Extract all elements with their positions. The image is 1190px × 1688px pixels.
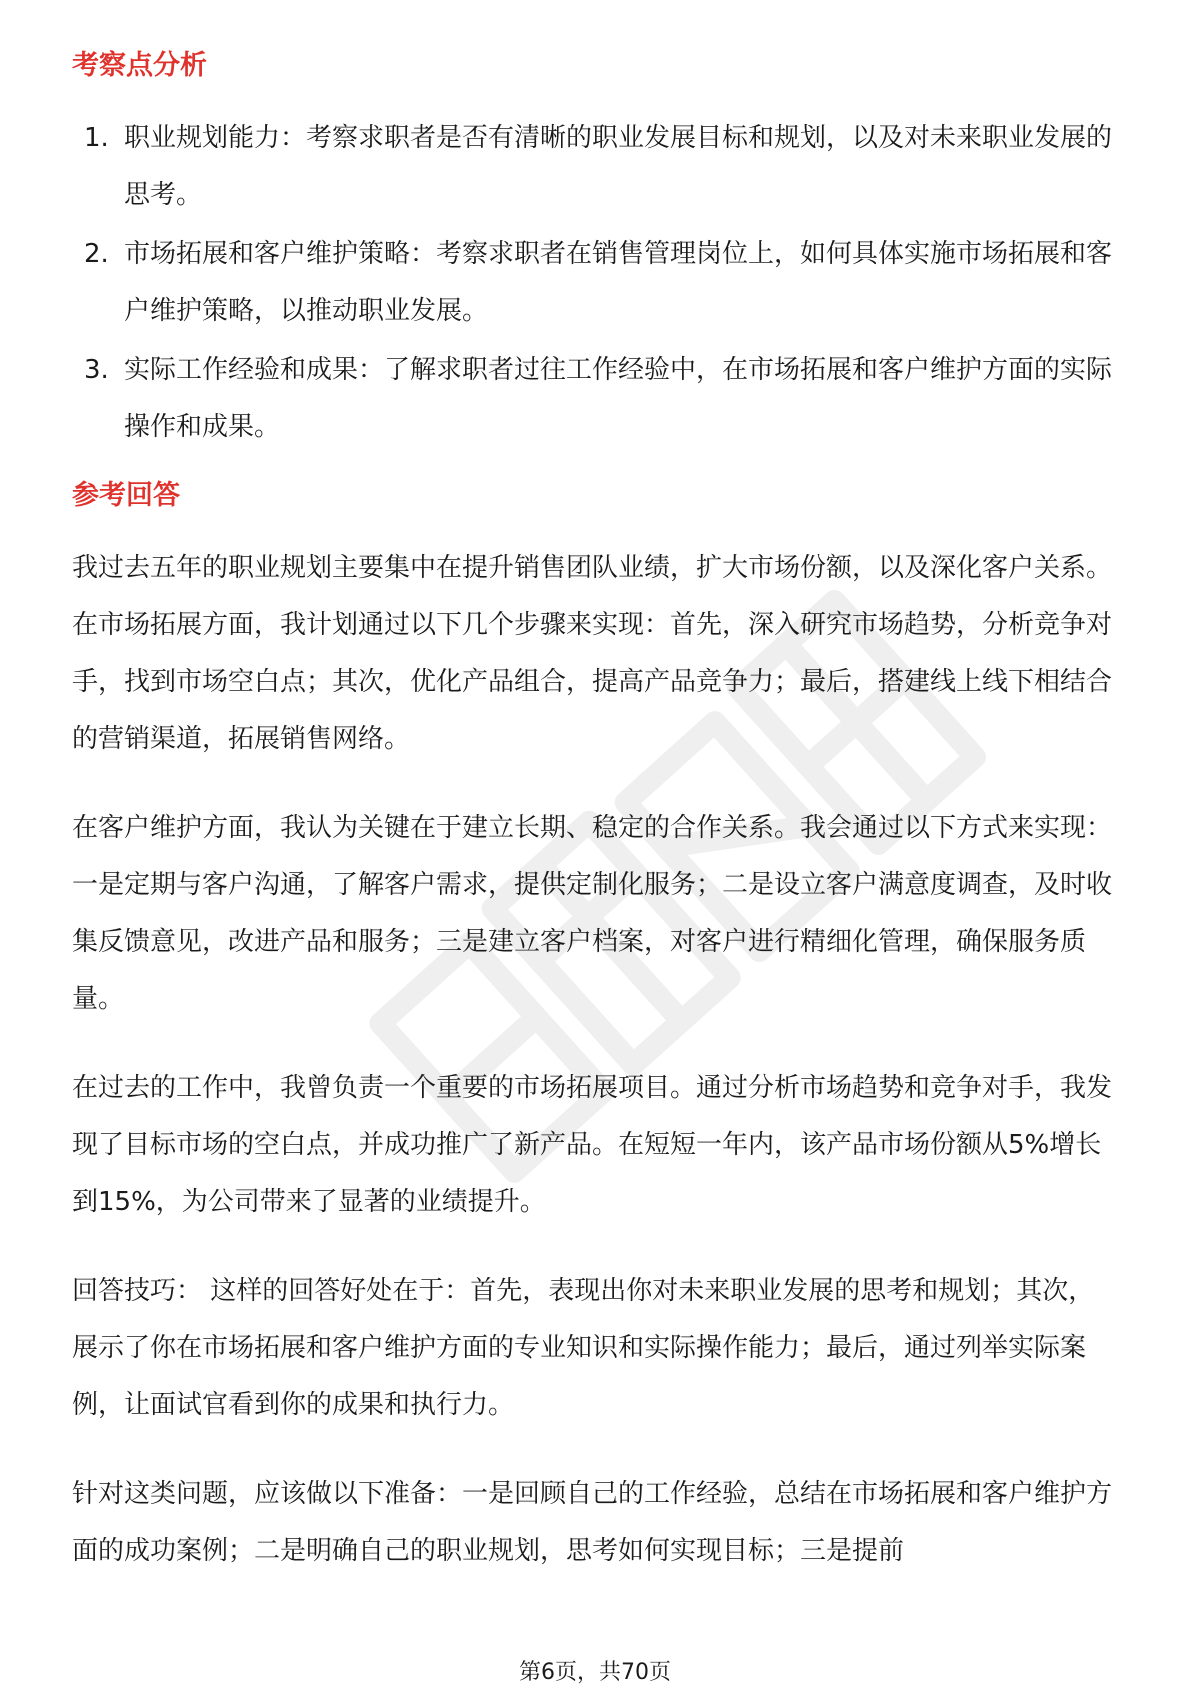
answer-heading: 参考回答 bbox=[72, 480, 180, 511]
analysis-list bbox=[72, 110, 1118, 456]
answer-paragraph-2: 在客户维护方面，我认为关键在于建立长期、稳定的合作关系。我会通过以下方式来实现：一是定期与客户沟通，了解客户需求，提供定制化服务；二是设立客户满意度调查，及时收集反馈意见，改进产品和服务；三是建立客户档案，对客户进行精细化管理，确保服务质量。 bbox=[72, 813, 1113, 1014]
analysis-heading: 考察点分析 bbox=[72, 50, 207, 81]
page-number-footer: 第6页，共70页 bbox=[519, 1660, 671, 1685]
list-number: 2. bbox=[84, 239, 109, 269]
list-item-text: 市场拓展和客户维护策略：考察求职者在销售管理岗位上，如何具体实施市场拓展和客户维护策略，以推动职业发展。 bbox=[124, 239, 1113, 326]
list-number: 1. bbox=[84, 123, 109, 153]
tips-paragraph: 回答技巧： 这样的回答好处在于：首先，表现出你对未来职业发展的思考和规划；其次，展示了你在市场拓展和客户维护方面的专业知识和实际操作能力；最后，通过列举实际案例，让面试官看到你的成果和执行力。 bbox=[72, 1276, 1095, 1420]
list-item-text: 职业规划能力：考察求职者是否有清晰的职业发展目标和规划，以及对未来职业发展的思考。 bbox=[124, 123, 1113, 210]
list-item bbox=[72, 226, 1118, 340]
answer-paragraph-3: 在过去的工作中，我曾负责一个重要的市场拓展项目。通过分析市场趋势和竞争对手，我发现了目标市场的空白点，并成功推广了新产品。在短短一年内，该产品市场份额从5%增长到15%，为公司带来了显著的业绩提升。 bbox=[72, 1073, 1113, 1217]
list-item bbox=[72, 342, 1118, 456]
answer-paragraph-1: 我过去五年的职业规划主要集中在提升销售团队业绩，扩大市场份额，以及深化客户关系。在市场拓展方面，我计划通过以下几个步骤来实现：首先，深入研究市场趋势，分析竞争对手，找到市场空白点；其次，优化产品组合，提高产品竞争力；最后，搭建线上线下相结合的营销渠道，拓展销售网络。 bbox=[72, 553, 1113, 754]
list-item bbox=[72, 110, 1118, 224]
preparation-paragraph: 针对这类问题，应该做以下准备：一是回顾自己的工作经验，总结在市场拓展和客户维护方面的成功案例；二是明确自己的职业规划，思考如何实现目标；三是提前 bbox=[72, 1479, 1113, 1566]
content-area bbox=[72, 44, 1118, 1612]
list-number: 3. bbox=[84, 355, 109, 385]
list-item-text: 实际工作经验和成果：了解求职者过往工作经验中，在市场拓展和客户维护方面的实际操作和成果。 bbox=[124, 355, 1113, 442]
